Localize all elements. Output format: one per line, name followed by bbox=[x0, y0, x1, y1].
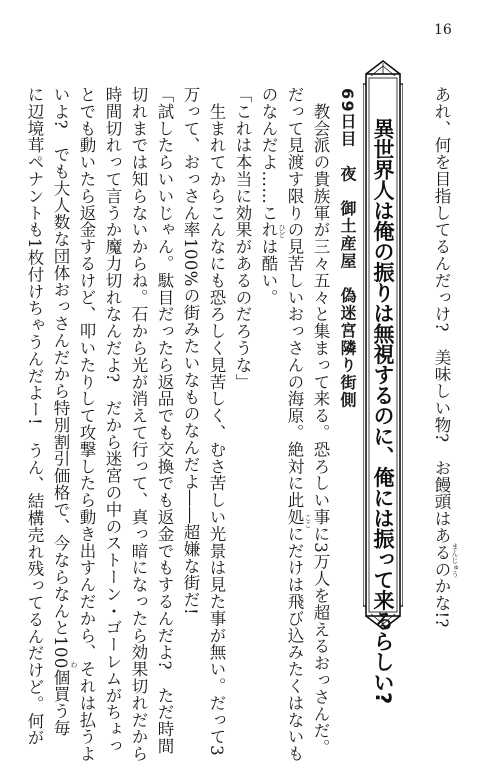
text-column-8 bbox=[155, 86, 173, 754]
text-column-4 bbox=[259, 86, 277, 306]
column-text: のなんだよ……これは酷い。 bbox=[259, 86, 278, 306]
text-column-3 bbox=[285, 86, 303, 762]
text-column-12 bbox=[51, 86, 69, 736]
text-column-2 bbox=[311, 86, 329, 756]
furigana-hido: ひど bbox=[278, 224, 286, 238]
furigana-wa: わ bbox=[70, 661, 78, 668]
column-text: 生まれてからこんなにも恐ろしく見苦しく、むさ苦しい光景は見た事が無い。だって3 bbox=[207, 86, 226, 756]
text-column-11 bbox=[77, 86, 95, 762]
column-text: 「試したらいいじゃん。駄目だったら返品でも交換でも返金でもするんだよ? ただ時間 bbox=[155, 86, 174, 755]
column-text: 時間切れって言うか魔力切れなんだよ? だから迷宮の中のストーン・ゴーレムがちょっ bbox=[103, 86, 122, 755]
text-column-7 bbox=[181, 86, 199, 615]
column-text: あれ、何を目指してるんだっけ? 美味しい物? お饅頭はあるのかな!? bbox=[432, 86, 451, 628]
column-text: に辺境茸ペナントも1枚付けちゃうんだよー! うん、結構売れ残ってるんだけど。何が bbox=[25, 86, 44, 747]
column-text: とでも動いたら返金するけど、叩いたりして攻撃したら動き出すんだから、それは払うよ bbox=[77, 86, 96, 762]
text-column-5 bbox=[233, 86, 251, 390]
column-text: だって見渡す限りの見苦しいおっさんの海原。絶対に此処にだけは飛び込みたくはないも bbox=[285, 86, 304, 762]
column-text: 万って、おっさん率100%の街みたいなものなんだよ――超嫌な街だ! bbox=[181, 86, 200, 616]
furigana-koko: ここ bbox=[304, 514, 312, 528]
section-heading-text: 69日目 夜 御土産屋 偽迷宮隣り街側 bbox=[338, 88, 357, 409]
section-heading bbox=[338, 88, 356, 409]
page-number: 16 bbox=[434, 22, 452, 38]
furigana-manjuu: まんじゅう bbox=[451, 543, 459, 578]
text-column-1 bbox=[432, 86, 450, 628]
text-column-9 bbox=[129, 86, 147, 762]
column-text: いよ? でも大人数な団体おっさんだから特別割引価格で、今ならなんと100個買う毎 bbox=[51, 86, 70, 737]
text-column-13 bbox=[25, 86, 43, 746]
column-text: 教会派の貴族軍が三々五々と集まって来る。恐ろしい事に3万人を超えるおっさんだ。 bbox=[311, 86, 330, 756]
text-column-10 bbox=[103, 86, 121, 754]
chapter-title-banner bbox=[363, 60, 403, 704]
text-column-6 bbox=[207, 86, 225, 756]
column-text: 切れまでは知らないからね。石から光が消えて行って、真っ暗になったら効果切れだから bbox=[129, 86, 148, 762]
column-text: 「これは本当に効果があるのだろうな」 bbox=[233, 86, 252, 391]
chapter-title: 異世界人は俺の振りは無視するのに、俺には振って来るらしい? bbox=[371, 118, 395, 704]
